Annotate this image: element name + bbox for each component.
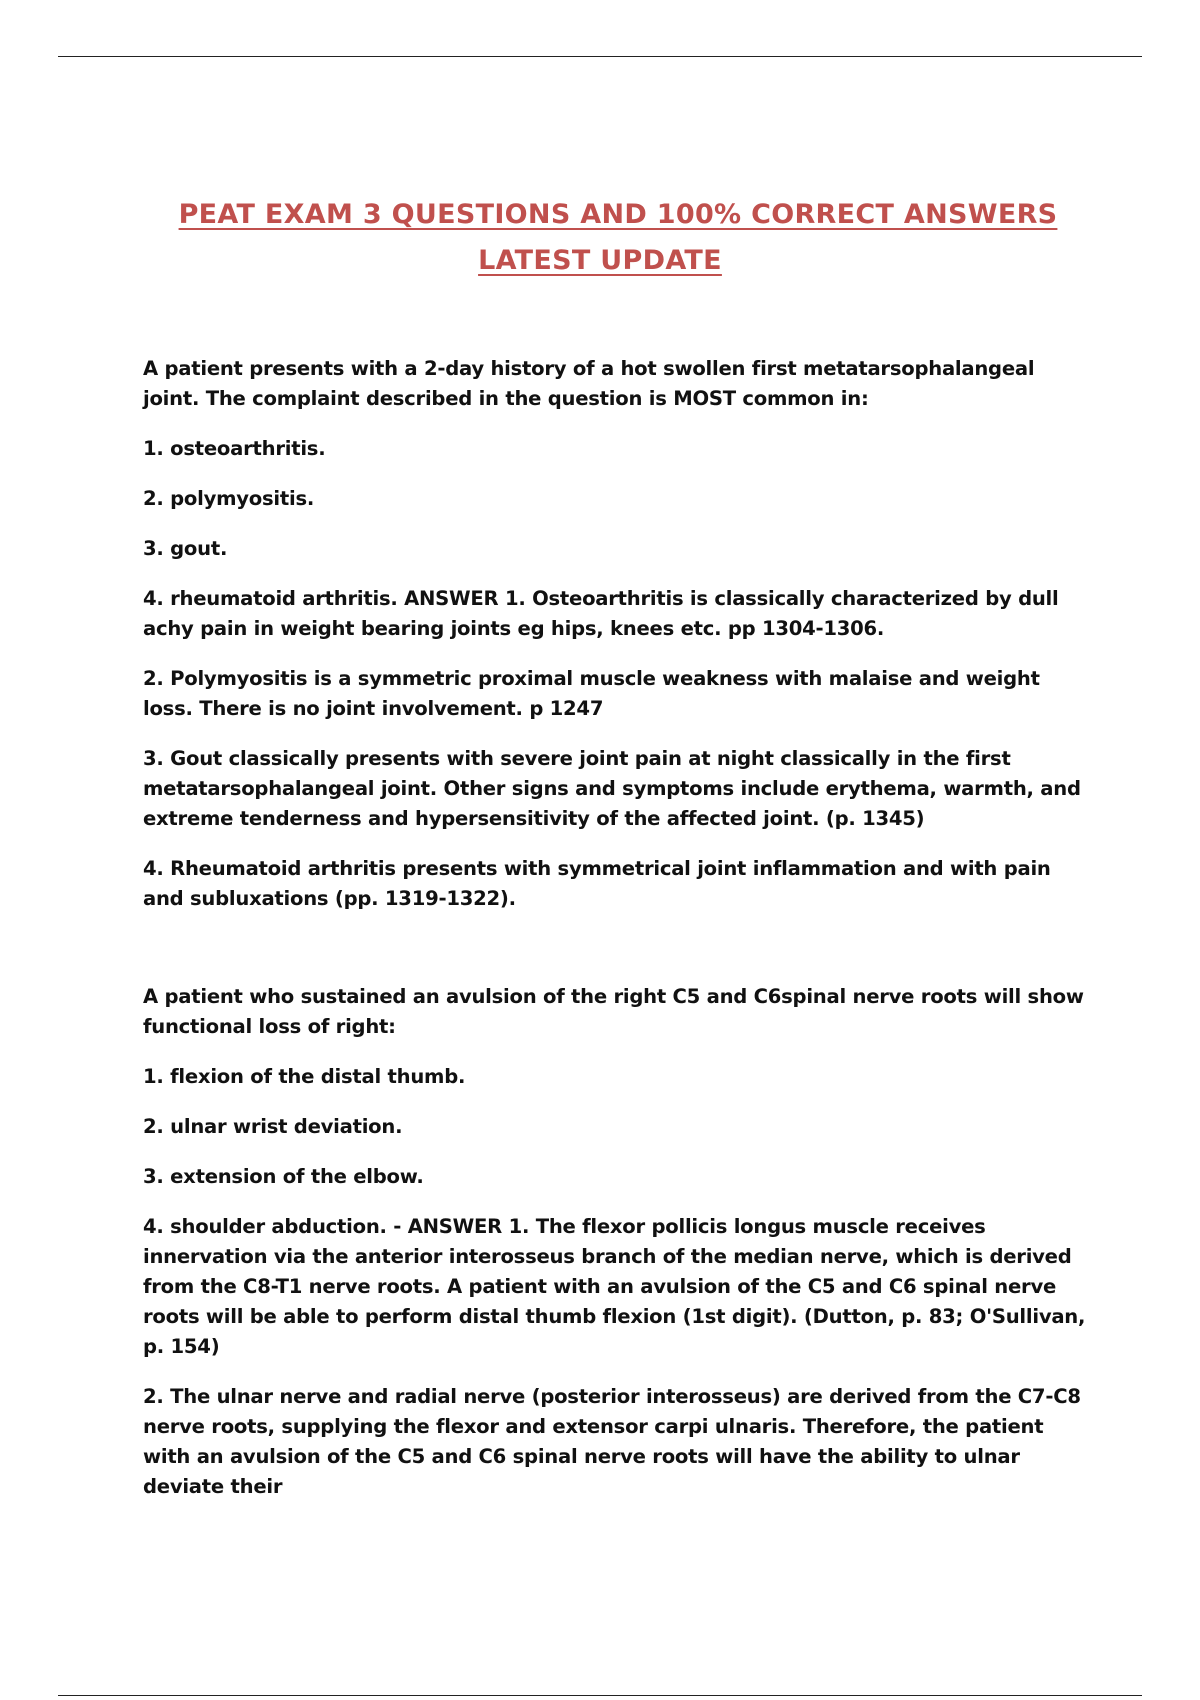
top-rule <box>58 56 1142 57</box>
question-2-option-3: 3. extension of the elbow. <box>143 1165 424 1188</box>
question-1-option-1: 1. osteoarthritis. <box>143 437 326 460</box>
title-line-2: LATEST UPDATE <box>478 245 722 276</box>
question-1-explanation-4: 4. Rheumatoid arthritis presents with symmetrical joint inflammation and with pain and subluxations (pp. 1319-1322). <box>143 857 1051 910</box>
document-title <box>0 192 1200 284</box>
question-2-explanation-2: 2. The ulnar nerve and radial nerve (posterior interosseus) are derived from the C7-C8 nerve roots, supplying the flexor and extensor carpi ulnaris. Therefore, the patient with an avulsion of the C5 and C6 spinal nerve roots will have the ability to ulnar deviate their <box>143 1385 1081 1498</box>
question-1-option-4-answer: 4. rheumatoid arthritis. ANSWER 1. Osteoarthritis is classically characterized by dull achy pain in weight bearing joints eg hips, knees etc. pp 1304-1306. <box>143 587 1059 640</box>
question-1-explanation-3: 3. Gout classically presents with severe joint pain at night classically in the first metatarsophalangeal joint. Other signs and symptoms include erythema, warmth, and extreme tenderness and hypersensitivity of the affected joint. (p. 1345) <box>143 747 1081 830</box>
question-1-stem: A patient presents with a 2-day history of a hot swollen first metatarsophalangeal joint. The complaint described in the question is MOST common in: <box>143 357 1035 410</box>
question-2-stem: A patient who sustained an avulsion of the right C5 and C6spinal nerve roots will show functional loss of right: <box>143 985 1084 1038</box>
question-1-explanation-2: 2. Polymyositis is a symmetric proximal muscle weakness with malaise and weight loss. There is no joint involvement. p 1247 <box>143 667 1040 720</box>
question-1-option-3: 3. gout. <box>143 537 228 560</box>
question-1-option-2: 2. polymyositis. <box>143 487 315 510</box>
question-2-option-2: 2. ulnar wrist deviation. <box>143 1115 403 1138</box>
title-line-1: PEAT EXAM 3 QUESTIONS AND 100% CORRECT ANSWERS <box>178 199 1058 230</box>
document-body <box>143 354 1093 1522</box>
section-gap <box>143 934 1093 982</box>
question-2-option-1: 1. flexion of the distal thumb. <box>143 1065 466 1088</box>
question-2-option-4-answer: 4. shoulder abduction. - ANSWER 1. The flexor pollicis longus muscle receives innervation via the anterior interosseus branch of the median nerve, which is derived from the C8-T1 nerve roots. A patient with an avulsion of the C5 and C6 spinal nerve roots will be able to perform distal thumb flexion (1st digit). (Dutton, p. 83; O'Sullivan, p. 154) <box>143 1215 1086 1358</box>
bottom-rule <box>58 1695 1142 1696</box>
